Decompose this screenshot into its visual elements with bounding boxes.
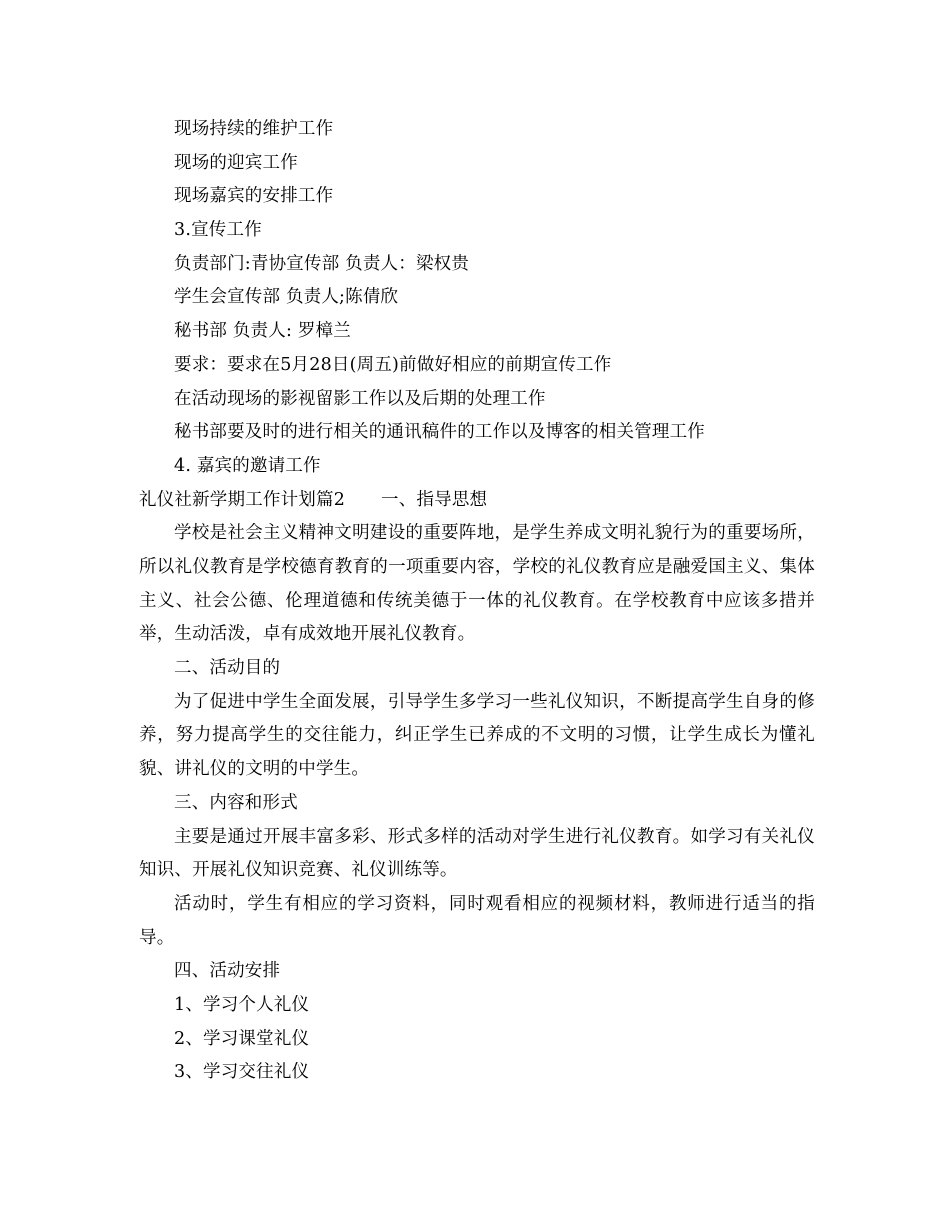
list-item: 3、学习交往礼仪 [174,1062,310,1083]
section-heading: 二、活动目的 [174,658,281,679]
text-line: 现场持续的维护工作 [174,119,334,139]
text-line: 秘书部 负责人: 罗樟兰 [174,321,351,342]
text-line: 秘书部要及时的进行相关的通讯稿件的工作以及博客的相关管理工作 [174,422,705,443]
text-line: 负责部门:青协宣传部 负责人：梁权贵 [174,253,470,274]
plan-title-line [139,484,815,518]
text-line: 学生会宣传部 负责人;陈倩欣 [174,287,399,308]
section-heading: 三、内容和形式 [174,792,298,813]
list-item: 1、学习个人礼仪 [174,995,310,1016]
paragraph: 为了促进中学生全面发展，引导学生多学习一些礼仪知识，不断提高学生自身的修养，努力提高学生的交往能力，纠正学生已养成的不文明的习惯，让学生成长为懂礼貌、讲礼仪的文明的中学生。 [139,691,815,780]
plan-title: 礼仪社新学期工作计划篇2 [139,489,346,510]
paragraph: 学校是社会主义精神文明建设的重要阵地，是学生养成文明礼貌行为的重要场所，所以礼仪教育是学校德育教育的一项重要内容，学校的礼仪教育应是融爱国主义、集体主义、社会公德、伦理道德和传统美德于一体的礼仪教育。在学校教育中应该多措并举，生动活泼，卓有成效地开展礼仪教育。 [139,523,815,645]
section-heading: 4. 嘉宾的邀请工作 [174,455,321,476]
section-heading: 一、指导思想 [381,489,488,510]
paragraph: 活动时，学生有相应的学习资料，同时观看相应的视频材料，教师进行适当的指导。 [139,893,815,948]
text-line: 现场嘉宾的安排工作 [174,186,334,207]
text-line: 在活动现场的影视留影工作以及后期的处理工作 [174,388,546,409]
section-heading: 四、活动安排 [174,961,281,982]
document-body [139,113,815,1090]
list-item: 2、学习课堂礼仪 [174,1028,310,1049]
paragraph: 主要是通过开展丰富多彩、形式多样的活动对学生进行礼仪教育。如学习有关礼仪知识、开展礼仪知识竞赛、礼仪训练等。 [139,826,815,881]
section-heading: 3.宣传工作 [174,220,262,241]
text-line: 要求：要求在5月28日(周五)前做好相应的前期宣传工作 [174,354,612,375]
text-line: 现场的迎宾工作 [174,152,298,173]
